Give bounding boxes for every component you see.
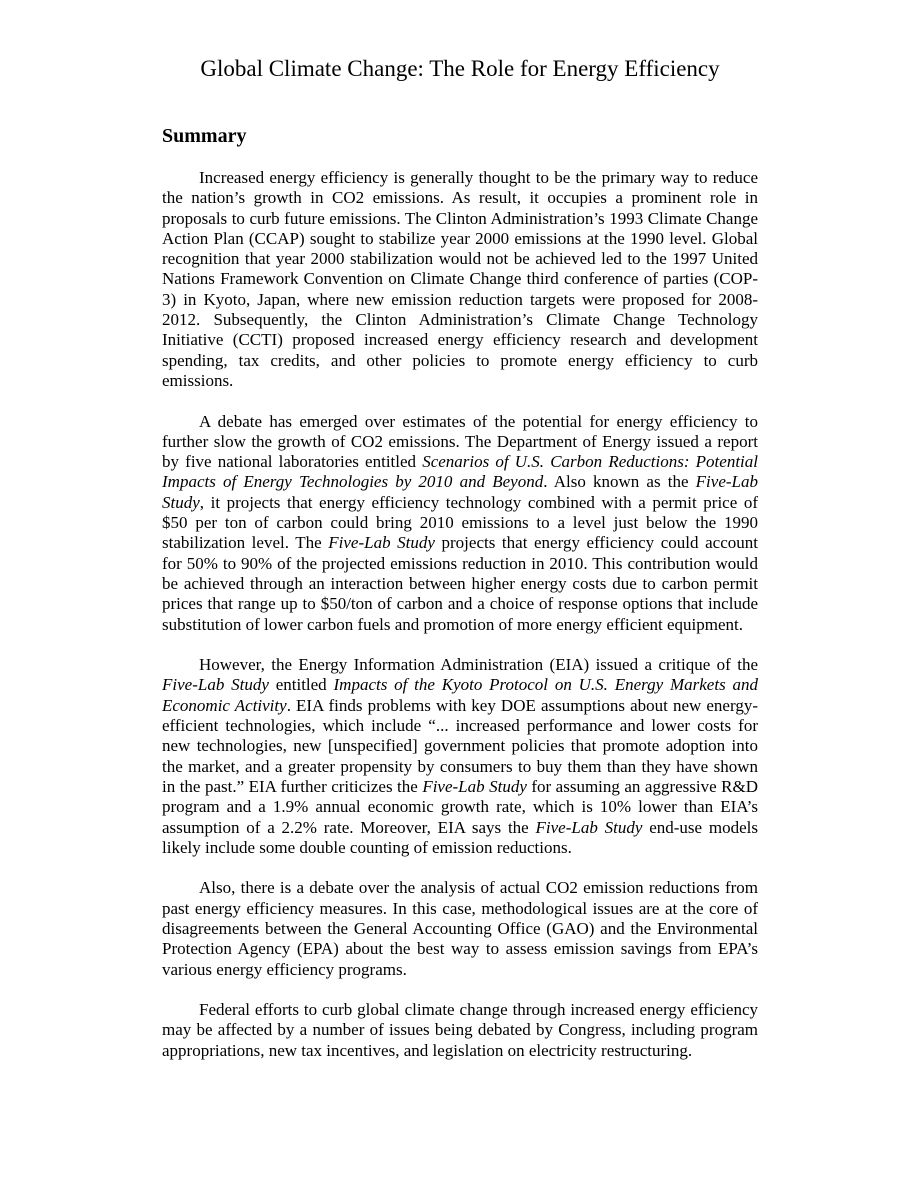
paragraph-4 bbox=[162, 878, 758, 979]
paragraph-3 bbox=[162, 655, 758, 858]
paragraph-3-text-1: However, the Energy Information Administration (EIA) issued a critique of the bbox=[199, 655, 758, 675]
paragraph-2-text-1: A debate has emerged over estimates of the potential for energy efficiency to further slow the growth of CO2 emissions. The Department of Energy issued a report by five national laboratories entitled bbox=[162, 411, 758, 472]
paragraph-1 bbox=[162, 168, 758, 391]
five-lab-study-ref: Five-Lab Study bbox=[162, 675, 269, 695]
report-title-five-lab: Scenarios of U.S. Carbon Reductions: Potential Impacts of Energy Technologies by 2010 and Beyond bbox=[162, 452, 758, 492]
paragraph-2-text-2: . Also known as the bbox=[543, 472, 696, 492]
paragraph-3-text-3: . EIA finds problems with key DOE assumptions about new energy-efficient technologies, which include “... increased performance and lower costs for new technologies, new [unspecified] government policies that promote adoption into the market, and a greater propensity by consumers to buy them than they have shown in the past.” EIA further criticizes the bbox=[162, 695, 758, 796]
paragraph-3-text-2: entitled bbox=[268, 675, 334, 695]
summary-body bbox=[162, 168, 758, 1061]
five-lab-study-ref: Five-Lab Study bbox=[535, 817, 643, 837]
paragraph-3-text-5: end-use models likely include some double counting of emission reductions. bbox=[162, 817, 758, 857]
five-lab-study-ref: Five-Lab Study bbox=[328, 533, 435, 553]
five-lab-study-ref: Five-Lab Study bbox=[422, 776, 527, 796]
paragraph-1-text-1: Increased energy efficiency is generally thought to be the primary way to reduce the nation’s growth in CO2 emissions. As result, it occupies a prominent role in proposals to curb future emissions. The Clinton Administration’s 1993 Climate Change Action Plan (CCAP) sought to stabilize year 2000 emissions at the 1990 level. Global recognition that year 2000 stabilization would not be achieved led to the 1997 United Nations Framework Convention on Climate Change third conference of parties (COP-3) in Kyoto, Japan, where new emission reduction targets were proposed for 2008-2012. Subsequently, the Clinton Administration’s Climate Change Technology Initiative (CCTI) proposed increased energy efficiency research and development spending, tax credits, and other policies to promote energy efficiency to curb emissions. bbox=[162, 168, 758, 390]
paragraph-2-text-3: , it projects that energy efficiency technology combined with a permit price of $50 per ton of carbon could bring 2010 emissions to a level just below the 1990 stabilization level. The bbox=[162, 492, 758, 553]
paragraph-5 bbox=[162, 1000, 758, 1061]
document-title: Global Climate Change: The Role for Energy Efficiency bbox=[200, 56, 720, 81]
five-lab-study-ref: Five-Lab Study bbox=[162, 472, 758, 512]
paragraph-4-text-1: Also, there is a debate over the analysis of actual CO2 emission reductions from past energy efficiency measures. In this case, methodological issues are at the core of disagreements between the General Accounting Office (GAO) and the Environmental Protection Agency (EPA) about the best way to assess emission savings from EPA’s various energy efficiency programs. bbox=[162, 878, 758, 979]
section-heading-summary: Summary bbox=[162, 125, 247, 147]
paragraph-2-text-4: projects that energy efficiency could account for 50% to 90% of the projected emissions reduction in 2010. This contribution would be achieved through an interaction between higher energy costs due to carbon permit prices that range up to $50/ton of carbon and a choice of response options that include substitution of lower carbon fuels and promotion of more energy efficient equipment. bbox=[162, 533, 758, 634]
report-title-kyoto-impacts: Impacts of the Kyoto Protocol on U.S. Energy Markets and Economic Activity bbox=[162, 675, 758, 715]
paragraph-2 bbox=[162, 412, 758, 635]
paragraph-5-text-1: Federal efforts to curb global climate change through increased energy efficiency may be affected by a number of issues being debated by Congress, including program appropriations, new tax incentives, and legislation on electricity restructuring. bbox=[162, 1000, 758, 1060]
paragraph-3-text-4: for assuming an aggressive R&D program and a 1.9% annual economic growth rate, which is 10% lower than EIA’s assumption of a 2.2% rate. Moreover, EIA says the bbox=[162, 776, 758, 837]
